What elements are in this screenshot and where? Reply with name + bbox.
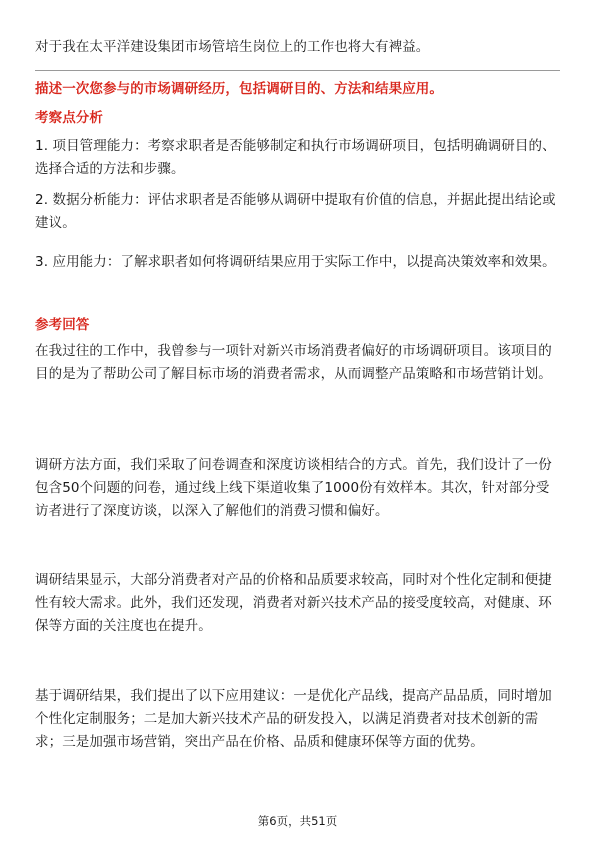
section-divider [35,70,560,71]
answer-paragraph-1: 在我过往的工作中，我曾参与一项针对新兴市场消费者偏好的市场调研项目。该项目的目的是为了帮助公司了解目标市场的消费者需求，从而调整产品策略和市场营销计划。 [35,343,552,382]
analysis-point-2: 2. 数据分析能力：评估求职者是否能够从调研中提取有价值的信息，并据此提出结论或建议。 [35,192,556,231]
analysis-point-1: 1. 项目管理能力：考察求职者是否能够制定和执行市场调研项目，包括明确调研目的、选择合适的方法和步骤。 [35,138,556,177]
answer-heading: 参考回答 [35,317,90,333]
answer-paragraph-4: 基于调研结果，我们提出了以下应用建议：一是优化产品线，提高产品品质，同时增加个性化定制服务；二是加大新兴技术产品的研发投入，以满足消费者对技术创新的需求；三是加强市场营销，突出产品在价格、品质和健康环保等方面的优势。 [35,688,552,750]
answer-paragraph-2: 调研方法方面，我们采取了问卷调查和深度访谈相结合的方式。首先，我们设计了一份包含50个问题的问卷，通过线上线下渠道收集了1000份有效样本。其次，针对部分受访者进行了深度访谈，以深入了解他们的消费习惯和偏好。 [35,457,552,519]
question-text: 描述一次您参与的市场调研经历，包括调研目的、方法和结果应用。 [35,81,443,97]
intro-paragraph: 对于我在太平洋建设集团市场管培生岗位上的工作也将大有裨益。 [35,39,430,55]
answer-paragraph-3: 调研结果显示，大部分消费者对产品的价格和品质要求较高，同时对个性化定制和便捷性有较大需求。此外，我们还发现，消费者对新兴技术产品的接受度较高，对健康、环保等方面的关注度也在提升。 [35,572,552,634]
page-number: 第6页，共51页 [257,814,338,828]
analysis-point-3: 3. 应用能力：了解求职者如何将调研结果应用于实际工作中，以提高决策效率和效果。 [35,254,556,270]
analysis-heading: 考察点分析 [35,110,103,126]
